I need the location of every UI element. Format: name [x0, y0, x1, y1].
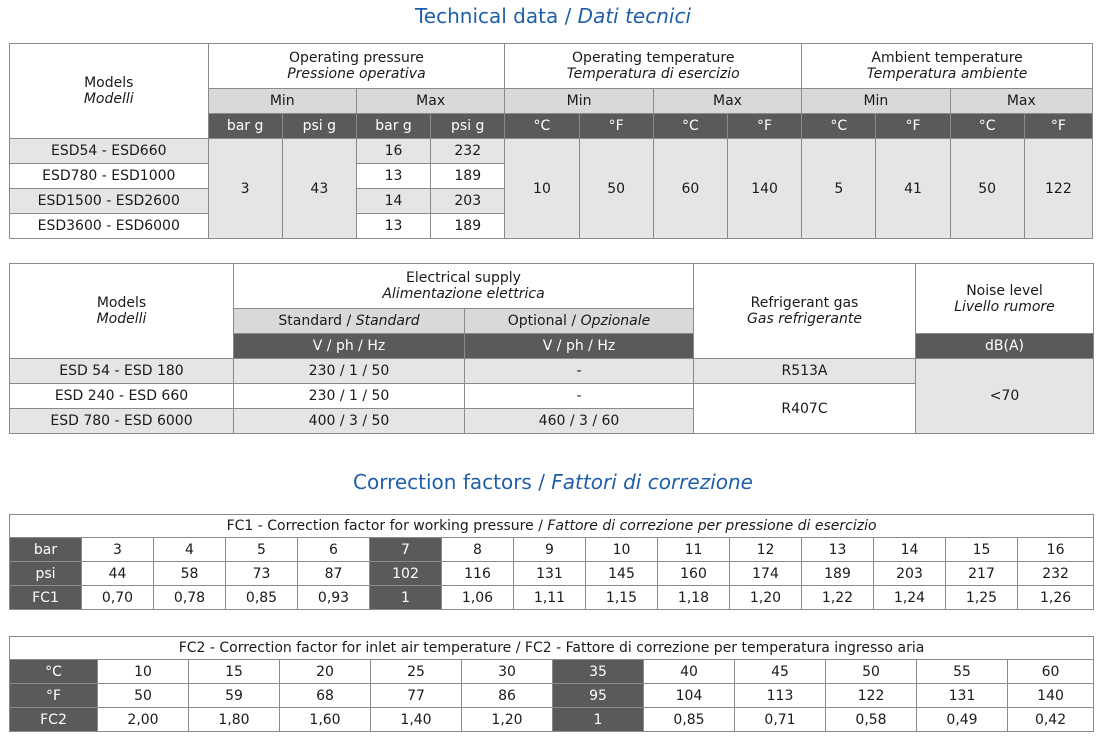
psi-cell: 145	[586, 562, 658, 586]
technical-data-title	[0, 4, 1106, 28]
pressure-min-psi: 43	[282, 139, 356, 239]
bar-cell: 9	[514, 538, 586, 562]
psi-cell-reference: 102	[370, 562, 442, 586]
factor-cell-reference: 1	[370, 586, 442, 610]
model-cell: ESD 780 - ESD 6000	[10, 409, 234, 434]
unit-header: psi g	[431, 114, 505, 139]
fahrenheit-cell: 140	[1008, 684, 1094, 708]
fc1-bar-row	[10, 538, 1094, 562]
factor-cell: 1,22	[802, 586, 874, 610]
pressure-max-psi: 232	[431, 139, 505, 164]
fc2-table	[9, 636, 1094, 732]
factor-cell: 0,42	[1008, 708, 1094, 732]
supply-it: Alimentazione elettrica	[382, 286, 545, 302]
optional-it: Opzionale	[580, 313, 651, 329]
fahrenheit-cell: 59	[189, 684, 280, 708]
pressure-max-psi: 189	[431, 164, 505, 189]
fahrenheit-cell: 50	[98, 684, 189, 708]
psi-cell: 203	[874, 562, 946, 586]
max-header: Max	[950, 89, 1092, 114]
standard-it: Standard	[355, 313, 420, 329]
psi-cell: 232	[1018, 562, 1094, 586]
row-label: °C	[10, 660, 98, 684]
refrigerant-gas-header	[694, 264, 916, 359]
model-cell: ESD54 - ESD660	[10, 139, 209, 164]
unit-header: bar g	[208, 114, 282, 139]
model-cell: ESD3600 - ESD6000	[10, 214, 209, 239]
fc2-caption: FC2 - Correction factor for inlet air temperature / FC2 - Fattore di correzione per temperatura ingresso aria	[10, 637, 1094, 660]
operating-temperature-header	[505, 44, 802, 89]
amb-temp-min-c: 5	[802, 139, 876, 239]
unit-header: bar g	[356, 114, 430, 139]
psi-cell: 73	[226, 562, 298, 586]
title-en: Technical data	[414, 4, 559, 28]
title-sep: /	[531, 470, 552, 494]
bar-cell: 3	[82, 538, 154, 562]
sep: /	[342, 313, 356, 329]
models-header	[10, 44, 209, 139]
celsius-cell: 30	[462, 660, 553, 684]
factor-cell: 1,11	[514, 586, 586, 610]
factor-cell: 2,00	[98, 708, 189, 732]
psi-cell: 131	[514, 562, 586, 586]
row-label: bar	[10, 538, 82, 562]
factor-cell: 0,58	[826, 708, 917, 732]
fahrenheit-cell: 104	[644, 684, 735, 708]
factor-cell: 1,20	[462, 708, 553, 732]
fc1-factor-row	[10, 586, 1094, 610]
fahrenheit-cell: 68	[280, 684, 371, 708]
celsius-cell: 15	[189, 660, 280, 684]
max-header: Max	[653, 89, 801, 114]
row-label: psi	[10, 562, 82, 586]
group-en: Ambient temperature	[871, 50, 1023, 66]
fahrenheit-cell: 86	[462, 684, 553, 708]
celsius-cell: 40	[644, 660, 735, 684]
supply-en: Electrical supply	[406, 270, 521, 286]
bar-cell: 4	[154, 538, 226, 562]
group-en: Operating temperature	[572, 50, 735, 66]
standard-header	[234, 309, 465, 334]
bar-cell: 6	[298, 538, 370, 562]
models-header-en: Models	[84, 75, 134, 91]
fc2-factor-row	[10, 708, 1094, 732]
unit-header: °F	[1024, 114, 1092, 139]
noise-cell: <70	[916, 359, 1094, 434]
bar-cell-reference: 7	[370, 538, 442, 562]
standard-supply: 400 / 3 / 50	[234, 409, 465, 434]
factor-cell: 1,18	[658, 586, 730, 610]
pressure-max-bar: 13	[356, 164, 430, 189]
bar-cell: 11	[658, 538, 730, 562]
fc2-fahrenheit-row	[10, 684, 1094, 708]
fc2-celsius-row	[10, 660, 1094, 684]
op-temp-min-f: 50	[579, 139, 653, 239]
pressure-max-bar: 14	[356, 189, 430, 214]
celsius-cell: 60	[1008, 660, 1094, 684]
optional-supply: -	[465, 384, 694, 409]
unit-header: °C	[653, 114, 727, 139]
standard-supply: 230 / 1 / 50	[234, 384, 465, 409]
ambient-temperature-header	[802, 44, 1093, 89]
bar-cell: 5	[226, 538, 298, 562]
row-label: °F	[10, 684, 98, 708]
optional-supply: -	[465, 359, 694, 384]
noise-en: Noise level	[966, 282, 1043, 299]
fc1-psi-row	[10, 562, 1094, 586]
celsius-cell: 50	[826, 660, 917, 684]
models-header-it: Modelli	[83, 91, 134, 107]
caption-en: FC1 - Correction factor for working pressure	[226, 518, 534, 534]
unit-header: psi g	[282, 114, 356, 139]
min-header: Min	[505, 89, 653, 114]
bar-cell: 13	[802, 538, 874, 562]
factor-cell: 1,15	[586, 586, 658, 610]
bar-cell: 12	[730, 538, 802, 562]
factor-cell: 0,78	[154, 586, 226, 610]
row-label: FC2	[10, 708, 98, 732]
min-header: Min	[208, 89, 356, 114]
pressure-max-bar: 16	[356, 139, 430, 164]
noise-it: Livello rumore	[954, 298, 1055, 315]
factor-cell: 0,85	[226, 586, 298, 610]
unit-header: °F	[876, 114, 950, 139]
pressure-max-psi: 189	[431, 214, 505, 239]
gas-en: Refrigerant gas	[750, 295, 859, 311]
factor-cell: 0,49	[917, 708, 1008, 732]
psi-cell: 44	[82, 562, 154, 586]
gas-cell: R407C	[694, 384, 916, 434]
optional-supply: 460 / 3 / 60	[465, 409, 694, 434]
celsius-cell: 20	[280, 660, 371, 684]
pressure-max-psi: 203	[431, 189, 505, 214]
models-header-en: Models	[96, 295, 147, 311]
models-header	[10, 264, 234, 359]
bar-cell: 16	[1018, 538, 1094, 562]
fahrenheit-cell: 77	[371, 684, 462, 708]
celsius-cell: 25	[371, 660, 462, 684]
factor-cell: 0,70	[82, 586, 154, 610]
fahrenheit-cell-reference: 95	[553, 684, 644, 708]
model-cell: ESD1500 - ESD2600	[10, 189, 209, 214]
noise-level-header	[916, 264, 1094, 334]
standard-supply: 230 / 1 / 50	[234, 359, 465, 384]
bar-cell: 10	[586, 538, 658, 562]
sep: /	[566, 313, 581, 329]
factor-cell: 0,71	[735, 708, 826, 732]
max-header: Max	[356, 89, 504, 114]
group-it: Pressione operativa	[287, 66, 426, 82]
factor-cell-reference: 1	[553, 708, 644, 732]
title-sep: /	[558, 4, 578, 28]
psi-cell: 174	[730, 562, 802, 586]
unit-header: dB(A)	[916, 334, 1094, 359]
factor-cell: 1,60	[280, 708, 371, 732]
gas-cell: R513A	[694, 359, 916, 384]
fahrenheit-cell: 131	[917, 684, 1008, 708]
title-it: Dati tecnici	[577, 4, 692, 28]
unit-header: °C	[505, 114, 579, 139]
psi-cell: 217	[946, 562, 1018, 586]
unit-header: °F	[579, 114, 653, 139]
row-label: FC1	[10, 586, 82, 610]
op-temp-min-c: 10	[505, 139, 579, 239]
celsius-cell: 55	[917, 660, 1008, 684]
electrical-supply-table	[9, 263, 1094, 434]
psi-cell: 87	[298, 562, 370, 586]
factor-cell: 1,20	[730, 586, 802, 610]
group-it: Temperatura ambiente	[866, 66, 1028, 82]
group-en: Operating pressure	[288, 50, 424, 66]
fahrenheit-cell: 122	[826, 684, 917, 708]
factor-cell: 0,93	[298, 586, 370, 610]
amb-temp-max-f: 122	[1024, 139, 1092, 239]
psi-cell: 58	[154, 562, 226, 586]
title-en: Correction factors	[353, 470, 532, 494]
factor-cell: 1,06	[442, 586, 514, 610]
celsius-cell: 45	[735, 660, 826, 684]
model-cell: ESD 240 - ESD 660	[10, 384, 234, 409]
bar-cell: 8	[442, 538, 514, 562]
gas-it: Gas refrigerante	[747, 311, 862, 327]
amb-temp-max-c: 50	[950, 139, 1024, 239]
op-temp-max-f: 140	[727, 139, 801, 239]
technical-data-table	[9, 43, 1093, 239]
caption-it: Fattore di correzione per pressione di esercizio	[547, 518, 877, 534]
psi-cell: 160	[658, 562, 730, 586]
fc1-table	[9, 514, 1094, 610]
fahrenheit-cell: 113	[735, 684, 826, 708]
factor-cell: 1,80	[189, 708, 280, 732]
celsius-cell-reference: 35	[553, 660, 644, 684]
amb-temp-min-f: 41	[876, 139, 950, 239]
unit-header: °F	[727, 114, 801, 139]
factor-cell: 1,40	[371, 708, 462, 732]
unit-header: V / ph / Hz	[465, 334, 694, 359]
pressure-min-bar: 3	[208, 139, 282, 239]
correction-factors-title	[0, 470, 1106, 494]
fc1-caption	[10, 515, 1094, 538]
factor-cell: 1,25	[946, 586, 1018, 610]
pressure-max-bar: 13	[356, 214, 430, 239]
model-cell: ESD 54 - ESD 180	[10, 359, 234, 384]
factor-cell: 0,85	[644, 708, 735, 732]
operating-pressure-header	[208, 44, 505, 89]
title-it: Fattori di correzione	[551, 470, 753, 494]
psi-cell: 189	[802, 562, 874, 586]
unit-header: °C	[802, 114, 876, 139]
bar-cell: 14	[874, 538, 946, 562]
group-it: Temperatura di esercizio	[566, 66, 740, 82]
bar-cell: 15	[946, 538, 1018, 562]
unit-header: V / ph / Hz	[234, 334, 465, 359]
standard-en: Standard	[278, 313, 343, 329]
factor-cell: 1,24	[874, 586, 946, 610]
optional-en: Optional	[507, 313, 567, 329]
psi-cell: 116	[442, 562, 514, 586]
factor-cell: 1,26	[1018, 586, 1094, 610]
model-cell: ESD780 - ESD1000	[10, 164, 209, 189]
models-header-it: Modelli	[96, 311, 147, 327]
min-header: Min	[802, 89, 950, 114]
electrical-supply-header	[234, 264, 694, 309]
caption-sep: /	[533, 518, 548, 534]
optional-header	[465, 309, 694, 334]
celsius-cell: 10	[98, 660, 189, 684]
op-temp-max-c: 60	[653, 139, 727, 239]
unit-header: °C	[950, 114, 1024, 139]
